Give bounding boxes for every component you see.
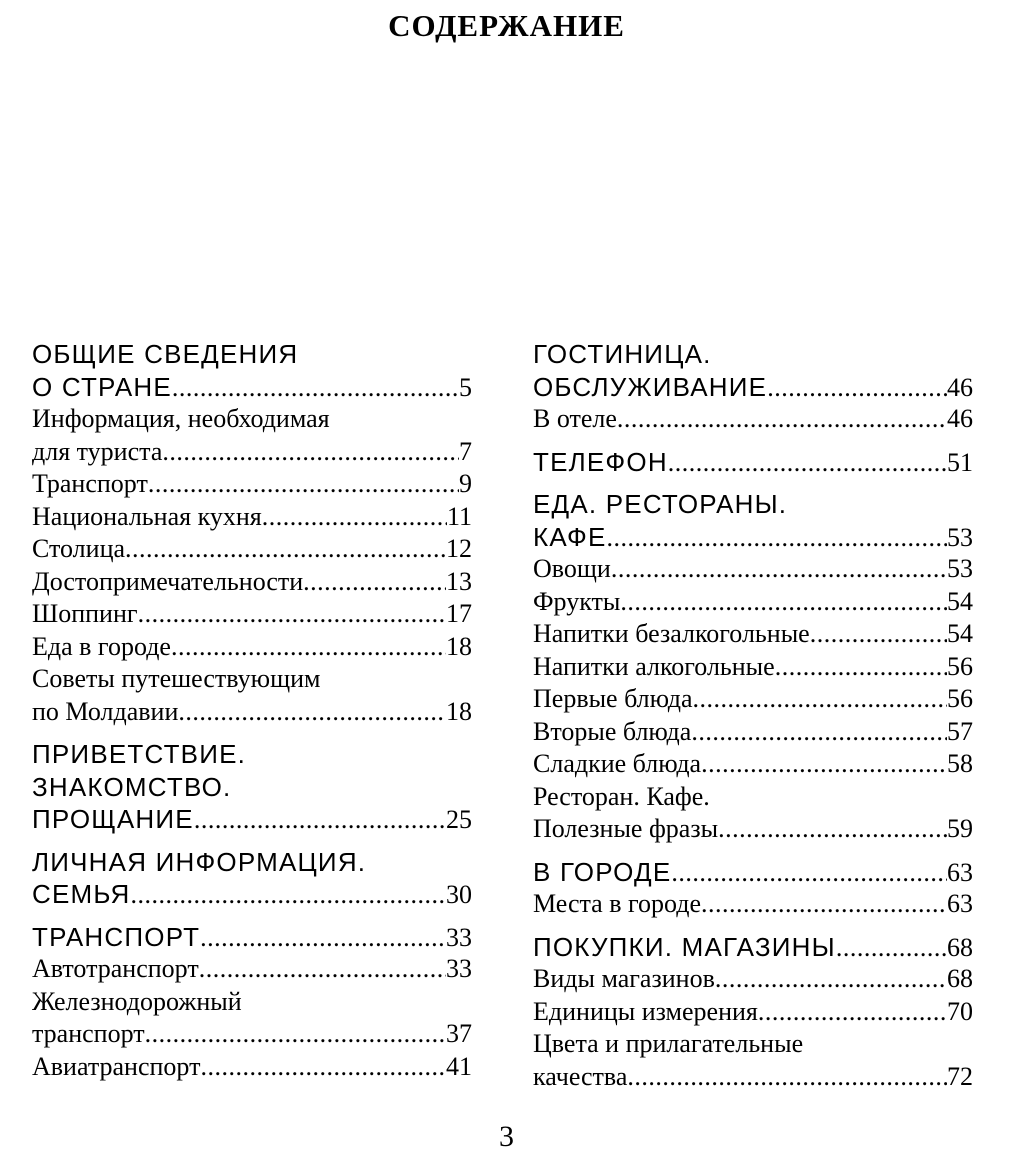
toc-entry-line <box>533 963 973 996</box>
toc-entry-line <box>533 651 973 684</box>
toc-entry-label: ПРОЩАНИЕ <box>32 804 194 834</box>
toc-entry-line <box>533 553 973 586</box>
toc-entry-label: Виды магазинов <box>533 964 715 993</box>
toc-entry-label: ТРАНСПОРТ <box>32 921 201 952</box>
toc-heading-line <box>533 931 973 964</box>
toc-entry-label: Места в городе <box>533 889 702 918</box>
toc-heading-line <box>533 446 973 479</box>
toc-entry-line <box>533 1028 973 1061</box>
toc-page-number: 5 <box>459 372 472 402</box>
toc-entry-line <box>533 748 973 781</box>
toc-page-number: 12 <box>446 534 472 563</box>
toc-dot-leader <box>611 553 947 586</box>
toc-heading-line <box>32 771 472 804</box>
toc-page-number: 46 <box>947 372 973 402</box>
toc-heading-line <box>533 856 973 889</box>
toc-page-number: 68 <box>947 964 973 993</box>
toc-page-number: 30 <box>446 880 472 909</box>
toc-dot-leader <box>172 372 459 404</box>
toc-entry-label: транспорт <box>32 1019 145 1048</box>
toc-entry-line <box>533 1061 973 1094</box>
toc-entry-line <box>32 403 472 436</box>
toc-page-number: 51 <box>947 447 973 477</box>
toc-section <box>32 921 472 1084</box>
toc-dot-leader <box>145 1018 446 1051</box>
toc-dot-leader <box>199 953 446 986</box>
toc-heading-line <box>533 371 973 404</box>
toc-page-number: 33 <box>446 954 472 983</box>
toc-dot-leader <box>200 922 446 954</box>
toc-entry-label: Советы путешествующим <box>32 664 321 693</box>
toc-left-column <box>32 338 472 1093</box>
toc-entry-label: Овощи <box>533 554 611 583</box>
toc-dot-leader <box>715 963 947 996</box>
toc-heading-line <box>533 338 973 371</box>
toc-section <box>533 856 973 921</box>
toc-entry-label: для туриста <box>32 436 163 466</box>
toc-dot-leader <box>178 696 446 729</box>
toc-dot-leader <box>125 533 446 566</box>
toc-right-column <box>533 338 973 1103</box>
toc-entry-label: Полезные фразы <box>533 814 719 843</box>
toc-entry-label: Столица <box>32 534 126 563</box>
page-number: 3 <box>499 1120 514 1153</box>
toc-page-number: 18 <box>446 696 472 726</box>
toc-page-number: 68 <box>947 932 973 962</box>
toc-heading-line <box>533 488 973 521</box>
toc-entry-line <box>32 696 472 729</box>
toc-page-number: 56 <box>947 684 973 713</box>
toc-entry-line <box>533 996 973 1029</box>
toc-entry-line <box>32 986 472 1019</box>
toc-section <box>32 338 472 728</box>
toc-entry-label: качества <box>533 1061 628 1091</box>
toc-page-number: 53 <box>947 522 973 552</box>
toc-dot-leader <box>810 618 947 651</box>
toc-dot-leader <box>671 857 947 889</box>
toc-entry-line <box>533 813 973 846</box>
toc-entry-label: Еда в городе <box>32 631 171 661</box>
toc-page-number: 46 <box>947 404 973 433</box>
toc-page-number: 25 <box>446 805 472 834</box>
toc-entry-line <box>32 663 472 696</box>
page-title: СОДЕРЖАНИЕ <box>388 8 625 43</box>
toc-heading-line <box>32 846 472 879</box>
toc-page-number: 70 <box>947 996 973 1026</box>
toc-entry-label: В ГОРОДЕ <box>533 856 672 887</box>
toc-dot-leader <box>836 932 947 964</box>
toc-entry-label: Фрукты <box>533 586 621 616</box>
toc-entry-line <box>32 436 472 469</box>
toc-entry-line <box>533 586 973 619</box>
toc-page-number: 57 <box>947 716 973 746</box>
toc-entry-label: Автотранспорт <box>32 954 199 983</box>
toc-entry-label: по Молдавии <box>32 696 179 726</box>
toc-entry-label: Ресторан. Кафе. <box>533 781 710 811</box>
toc-dot-leader <box>171 631 446 664</box>
toc-page-number: 72 <box>947 1061 973 1091</box>
toc-entry-line <box>533 403 973 436</box>
toc-page-number: 37 <box>446 1019 472 1048</box>
toc-entry-label: Достопримечательности <box>32 566 304 596</box>
toc-dot-leader <box>693 683 947 716</box>
toc-page-number: 11 <box>446 501 472 531</box>
toc-entry-label: ПОКУПКИ. МАГАЗИНЫ <box>533 931 836 962</box>
toc-entry-line <box>32 598 472 631</box>
toc-entry-label: Национальная кухня <box>32 501 262 531</box>
toc-section <box>533 338 973 436</box>
toc-entry-line <box>533 888 973 921</box>
toc-entry-label: ТЕЛЕФОН <box>533 446 668 477</box>
toc-dot-leader <box>627 1061 947 1094</box>
toc-heading-line <box>32 738 472 771</box>
toc-heading-line <box>32 921 472 954</box>
toc-entry-line <box>32 1051 472 1084</box>
toc-section <box>533 931 973 1094</box>
toc-entry-label: Цвета и прилагательные <box>533 1029 804 1058</box>
toc-dot-leader <box>303 566 446 599</box>
toc-dot-leader <box>148 468 459 501</box>
toc-entry-line <box>32 1018 472 1051</box>
toc-heading-line <box>533 521 973 554</box>
toc-entry-line <box>32 953 472 986</box>
toc-heading-line <box>32 803 472 836</box>
toc-dot-leader <box>617 403 947 436</box>
toc-section <box>32 846 472 911</box>
toc-page-number: 54 <box>947 586 973 616</box>
toc-page-number: 54 <box>947 619 973 648</box>
toc-page-number: 41 <box>446 1051 472 1081</box>
toc-entry-line <box>32 468 472 501</box>
toc-section <box>32 738 472 836</box>
toc-dot-leader <box>162 436 459 469</box>
toc-dot-leader <box>775 651 947 684</box>
toc-dot-leader <box>758 996 947 1029</box>
toc-entry-label: Транспорт <box>32 469 148 498</box>
toc-page-number: 58 <box>947 749 973 778</box>
toc-entry-label: ЕДА. РЕСТОРАНЫ. <box>533 489 788 519</box>
toc-entry-label: ОБЩИЕ СВЕДЕНИЯ <box>32 339 299 369</box>
toc-entry-label: В отеле <box>533 404 617 433</box>
toc-page-number: 33 <box>446 922 472 952</box>
toc-entry-line <box>32 533 472 566</box>
toc-page-number: 53 <box>947 554 973 583</box>
toc-entry-label: ЗНАКОМСТВО. <box>32 771 232 802</box>
toc-entry-label: ГОСТИНИЦА. <box>533 339 712 369</box>
toc-entry-line <box>32 501 472 534</box>
toc-dot-leader <box>701 888 947 921</box>
toc-entry-label: ОБСЛУЖИВАНИЕ <box>533 371 768 402</box>
toc-heading-line <box>32 371 472 404</box>
toc-entry-label: СЕМЬЯ <box>32 879 131 909</box>
toc-entry-label: Авиатранспорт <box>32 1051 201 1081</box>
toc-dot-leader <box>691 716 947 749</box>
toc-heading-line <box>32 878 472 911</box>
toc-entry-label: Напитки алкогольные <box>533 651 775 681</box>
toc-page-number: 9 <box>459 469 472 498</box>
toc-entry-label: Информация, необходимая <box>32 404 330 433</box>
toc-entry-label: ЛИЧНАЯ ИНФОРМАЦИЯ. <box>32 846 367 877</box>
toc-entry-line <box>533 716 973 749</box>
toc-entry-label: Сладкие блюда <box>533 749 702 778</box>
toc-entry-label: Первые блюда <box>533 684 693 713</box>
toc-dot-leader <box>701 748 947 781</box>
toc-entry-line <box>533 683 973 716</box>
toc-entry-line <box>533 781 973 814</box>
toc-page-number: 18 <box>446 631 472 661</box>
toc-entry-label: Вторые блюда <box>533 716 692 746</box>
toc-dot-leader <box>200 1051 446 1084</box>
toc-page-number: 59 <box>947 814 973 843</box>
toc-dot-leader <box>262 501 447 534</box>
toc-entry-line <box>533 618 973 651</box>
toc-page-number: 7 <box>459 436 472 466</box>
toc-entry-label: Единицы измерения <box>533 996 758 1026</box>
toc-entry-line <box>32 566 472 599</box>
toc-page-number: 63 <box>947 889 973 918</box>
toc-dot-leader <box>718 813 947 846</box>
toc-dot-leader <box>668 447 947 479</box>
toc-entry-label: ПРИВЕТСТВИЕ. <box>32 739 247 769</box>
toc-dot-leader <box>767 372 947 404</box>
toc-page-number: 63 <box>947 857 973 887</box>
toc-dot-leader <box>138 598 446 631</box>
toc-section <box>533 446 973 479</box>
toc-section <box>533 488 973 846</box>
toc-dot-leader <box>607 522 947 554</box>
toc-heading-line <box>32 338 472 371</box>
toc-entry-label: Железнодорожный <box>32 986 242 1016</box>
toc-entry-line <box>32 631 472 664</box>
toc-entry-label: Напитки безалкогольные <box>533 619 810 648</box>
toc-entry-label: КАФЕ <box>533 521 607 552</box>
toc-page-number: 56 <box>947 651 973 681</box>
toc-entry-label: О СТРАНЕ <box>32 371 172 402</box>
toc-page-number: 13 <box>446 566 472 596</box>
toc-dot-leader <box>194 804 446 836</box>
toc-dot-leader <box>620 586 947 619</box>
toc-dot-leader <box>130 879 446 911</box>
toc-page-number: 17 <box>446 599 472 628</box>
toc-entry-label: Шоппинг <box>32 599 138 628</box>
